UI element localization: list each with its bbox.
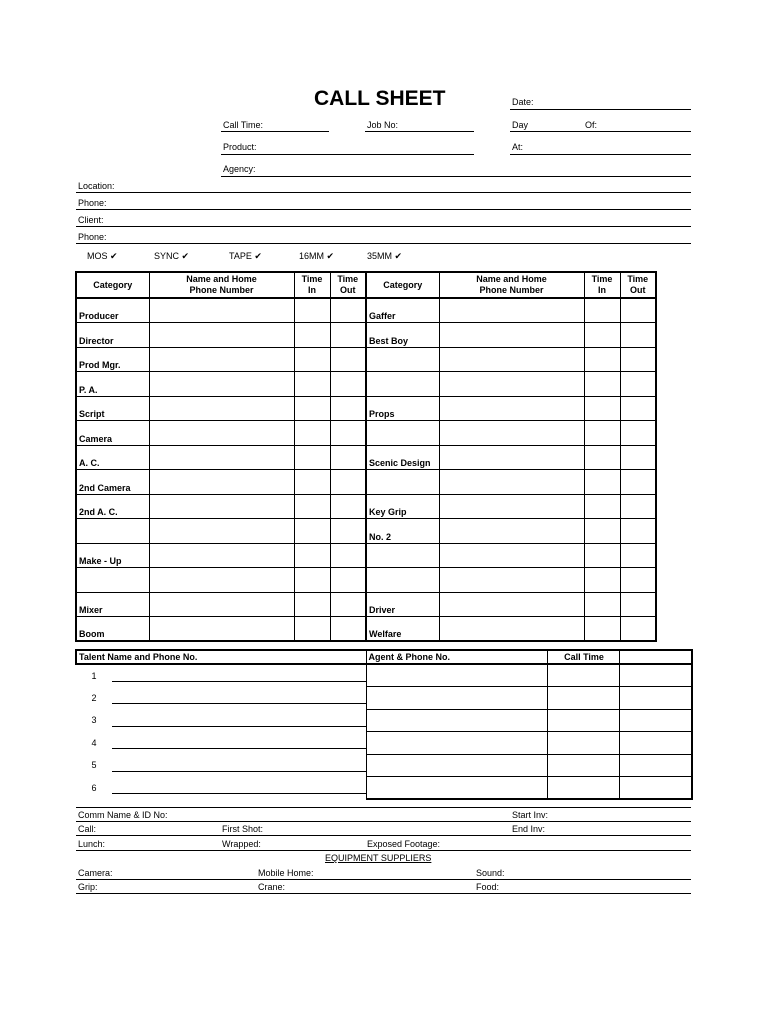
talent-name-field[interactable] bbox=[112, 709, 366, 732]
crew-name-phone-cell[interactable] bbox=[149, 421, 294, 446]
talent-agent-field[interactable] bbox=[366, 754, 547, 777]
crew-name-phone-cell[interactable] bbox=[439, 568, 584, 593]
page-title: CALL SHEET bbox=[314, 87, 446, 110]
format-mos-label: MOS bbox=[87, 251, 108, 261]
crew-time-in-cell[interactable] bbox=[294, 347, 330, 372]
crew-time-in-cell[interactable] bbox=[294, 396, 330, 421]
crew-time-in-cell[interactable] bbox=[294, 421, 330, 446]
talent-agent-field[interactable] bbox=[366, 777, 547, 800]
crew-time-out-cell[interactable] bbox=[330, 592, 366, 617]
talent-name-underline bbox=[112, 748, 366, 749]
at-label: At: bbox=[512, 142, 524, 152]
crew-category-right bbox=[366, 568, 439, 593]
talent-name-field[interactable] bbox=[112, 754, 366, 777]
location-label: Location: bbox=[78, 181, 115, 191]
category-header: Category bbox=[366, 272, 439, 298]
talent-name-field[interactable] bbox=[112, 732, 366, 755]
client-label: Client: bbox=[78, 215, 104, 225]
crew-time-in-cell[interactable] bbox=[294, 568, 330, 593]
talent-call-time-field[interactable] bbox=[547, 664, 619, 687]
crew-time-out-cell[interactable] bbox=[330, 396, 366, 421]
talent-extra-field[interactable] bbox=[619, 687, 692, 710]
crew-name-phone-cell[interactable] bbox=[149, 494, 294, 519]
crew-time-out-cell[interactable] bbox=[330, 445, 366, 470]
crew-time-out-cell[interactable] bbox=[330, 347, 366, 372]
crew-time-out-cell[interactable] bbox=[330, 543, 366, 568]
crew-time-in-cell[interactable] bbox=[584, 494, 620, 519]
agency-field[interactable] bbox=[221, 176, 691, 177]
crew-time-in-cell[interactable] bbox=[584, 470, 620, 495]
crew-category-right: Props bbox=[366, 396, 439, 421]
crew-time-in-cell[interactable] bbox=[584, 298, 620, 323]
crew-name-phone-cell[interactable] bbox=[149, 445, 294, 470]
crew-name-phone-cell[interactable] bbox=[439, 421, 584, 446]
crew-table-row bbox=[76, 298, 656, 323]
talent-agent-field[interactable] bbox=[366, 732, 547, 755]
crew-name-phone-cell[interactable] bbox=[439, 494, 584, 519]
talent-row-number: 2 bbox=[91, 692, 97, 703]
talent-call-time-field[interactable] bbox=[547, 732, 619, 755]
category-header: Category bbox=[76, 272, 149, 298]
checkbox-mark-icon: ✔ bbox=[254, 251, 262, 261]
wrapped-label: Wrapped: bbox=[222, 839, 261, 849]
crew-time-in-cell[interactable] bbox=[584, 445, 620, 470]
talent-extra-field[interactable] bbox=[619, 754, 692, 777]
crew-time-in-cell[interactable] bbox=[584, 323, 620, 348]
checkbox-mark-icon: ✔ bbox=[110, 251, 118, 261]
call-label: Call: bbox=[78, 824, 97, 834]
crew-category-right bbox=[366, 372, 439, 397]
format-35mm-label: 35MM bbox=[367, 251, 393, 261]
crew-time-out-cell[interactable] bbox=[620, 421, 656, 446]
crew-table-row bbox=[76, 568, 656, 593]
day-label: Day bbox=[512, 120, 529, 130]
crew-time-out-cell[interactable] bbox=[620, 519, 656, 544]
crew-time-out-cell[interactable] bbox=[620, 494, 656, 519]
crew-time-in-cell[interactable] bbox=[584, 568, 620, 593]
talent-name-header: Talent Name and Phone No. bbox=[76, 650, 366, 664]
crew-name-phone-cell[interactable] bbox=[149, 519, 294, 544]
crew-time-out-cell[interactable] bbox=[620, 445, 656, 470]
grip-supplier-field[interactable] bbox=[76, 893, 691, 894]
call-field[interactable] bbox=[76, 835, 691, 836]
talent-call-time-field[interactable] bbox=[547, 777, 619, 800]
at-field[interactable] bbox=[510, 154, 691, 155]
call-time-header-blank bbox=[619, 650, 692, 664]
time-out-header: Time Out bbox=[330, 272, 366, 298]
crew-category-left bbox=[76, 519, 149, 544]
crew-time-in-cell[interactable] bbox=[294, 494, 330, 519]
crew-time-in-cell[interactable] bbox=[584, 421, 620, 446]
crew-time-in-cell[interactable] bbox=[584, 543, 620, 568]
call-time-field[interactable] bbox=[221, 131, 329, 132]
crew-table-row bbox=[76, 592, 656, 617]
crew-category-right: Best Boy bbox=[366, 323, 439, 348]
crew-name-phone-cell[interactable] bbox=[439, 445, 584, 470]
crew-time-in-cell[interactable] bbox=[294, 617, 330, 642]
sound-label: Sound: bbox=[476, 868, 505, 878]
format-tape[interactable] bbox=[229, 251, 262, 262]
talent-extra-field[interactable] bbox=[619, 777, 692, 800]
crew-category-left: 2nd Camera bbox=[76, 470, 149, 495]
crew-time-in-cell[interactable] bbox=[294, 470, 330, 495]
crew-name-phone-cell[interactable] bbox=[149, 470, 294, 495]
crew-name-phone-cell[interactable] bbox=[439, 323, 584, 348]
crew-time-out-cell[interactable] bbox=[330, 568, 366, 593]
crew-time-in-cell[interactable] bbox=[584, 347, 620, 372]
talent-row bbox=[76, 754, 692, 777]
talent-row bbox=[76, 687, 692, 710]
crew-time-out-cell[interactable] bbox=[330, 298, 366, 323]
talent-agent-field[interactable] bbox=[366, 687, 547, 710]
crew-category-right: Welfare bbox=[366, 617, 439, 642]
crew-time-in-cell[interactable] bbox=[294, 519, 330, 544]
time-in-header: Time In bbox=[584, 272, 620, 298]
format-sync[interactable] bbox=[154, 251, 189, 262]
crew-category-left: Producer bbox=[76, 298, 149, 323]
talent-row bbox=[76, 664, 692, 687]
talent-row bbox=[76, 709, 692, 732]
call-time-label: Call Time: bbox=[223, 120, 264, 130]
crew-category-left: Director bbox=[76, 323, 149, 348]
crew-category-left: A. C. bbox=[76, 445, 149, 470]
crew-time-out-cell[interactable] bbox=[620, 323, 656, 348]
location-phone-label: Phone: bbox=[78, 198, 107, 208]
crew-name-phone-cell[interactable] bbox=[439, 372, 584, 397]
comm-label: Comm Name & ID No: bbox=[78, 810, 168, 820]
crew-time-out-cell[interactable] bbox=[620, 568, 656, 593]
footer-top-rule bbox=[76, 807, 691, 808]
location-phone-field[interactable] bbox=[76, 209, 691, 210]
crew-time-out-cell[interactable] bbox=[620, 396, 656, 421]
crew-time-out-cell[interactable] bbox=[620, 372, 656, 397]
client-field[interactable] bbox=[76, 226, 691, 227]
checkbox-mark-icon: ✔ bbox=[326, 251, 335, 261]
talent-row-number: 1 bbox=[91, 670, 97, 681]
crew-table-row bbox=[76, 470, 656, 495]
date-field[interactable] bbox=[510, 109, 691, 110]
crew-category-left: Boom bbox=[76, 617, 149, 642]
format-35mm[interactable] bbox=[367, 251, 402, 262]
grip-label: Grip: bbox=[78, 882, 98, 892]
talent-row-number: 4 bbox=[91, 737, 97, 748]
crew-category-left: Mixer bbox=[76, 592, 149, 617]
crew-table-row bbox=[76, 519, 656, 544]
crew-table-row bbox=[76, 543, 656, 568]
date-label: Date: bbox=[512, 97, 534, 107]
crane-label: Crane: bbox=[258, 882, 286, 892]
crew-time-out-cell[interactable] bbox=[330, 421, 366, 446]
talent-name-underline bbox=[112, 771, 366, 772]
crew-category-left: 2nd A. C. bbox=[76, 494, 149, 519]
crew-name-phone-cell[interactable] bbox=[149, 592, 294, 617]
crew-time-out-cell[interactable] bbox=[330, 519, 366, 544]
talent-row-number: 3 bbox=[91, 715, 97, 726]
crew-name-phone-cell[interactable] bbox=[149, 298, 294, 323]
crew-table-row bbox=[76, 494, 656, 519]
crew-name-phone-cell[interactable] bbox=[439, 617, 584, 642]
crew-time-out-cell[interactable] bbox=[620, 592, 656, 617]
crew-table-row bbox=[76, 396, 656, 421]
location-field[interactable] bbox=[76, 192, 691, 193]
talent-name-underline bbox=[112, 681, 366, 682]
crew-name-phone-cell[interactable] bbox=[439, 543, 584, 568]
crew-time-in-cell[interactable] bbox=[584, 617, 620, 642]
crew-time-in-cell[interactable] bbox=[584, 592, 620, 617]
lunch-field[interactable] bbox=[76, 850, 691, 851]
crew-name-phone-cell[interactable] bbox=[439, 298, 584, 323]
crew-table-row bbox=[76, 372, 656, 397]
day-field[interactable] bbox=[510, 131, 691, 132]
talent-name-field[interactable] bbox=[112, 687, 366, 710]
format-16mm[interactable] bbox=[299, 251, 334, 262]
crew-table-row bbox=[76, 617, 656, 642]
crew-name-phone-cell[interactable] bbox=[149, 617, 294, 642]
crew-category-right: Key Grip bbox=[366, 494, 439, 519]
crew-time-in-cell[interactable] bbox=[584, 372, 620, 397]
talent-name-underline bbox=[112, 703, 366, 704]
exposed-footage-label: Exposed Footage: bbox=[367, 839, 441, 849]
camera-label: Camera: bbox=[78, 868, 113, 878]
crew-table-row bbox=[76, 347, 656, 372]
crew-time-out-cell[interactable] bbox=[330, 372, 366, 397]
talent-call-time-field[interactable] bbox=[547, 709, 619, 732]
end-inv-label: End Inv: bbox=[512, 824, 546, 834]
talent-name-underline bbox=[112, 793, 366, 794]
crew-time-in-cell[interactable] bbox=[294, 323, 330, 348]
crew-name-phone-cell[interactable] bbox=[149, 543, 294, 568]
crew-time-out-cell[interactable] bbox=[620, 347, 656, 372]
crew-table-row bbox=[76, 323, 656, 348]
agency-label: Agency: bbox=[223, 164, 256, 174]
crew-time-out-cell[interactable] bbox=[620, 298, 656, 323]
crew-name-phone-cell[interactable] bbox=[149, 323, 294, 348]
format-tape-label: TAPE bbox=[229, 251, 252, 261]
crew-name-phone-cell[interactable] bbox=[439, 592, 584, 617]
crew-name-phone-cell[interactable] bbox=[439, 396, 584, 421]
crew-category-left: Camera bbox=[76, 421, 149, 446]
crew-category-left: Script bbox=[76, 396, 149, 421]
talent-call-time-field[interactable] bbox=[547, 754, 619, 777]
crew-time-in-cell[interactable] bbox=[294, 445, 330, 470]
client-phone-field[interactable] bbox=[76, 243, 691, 244]
mobile-home-label: Mobile Home: bbox=[258, 868, 314, 878]
name-phone-header: Name and Home Phone Number bbox=[149, 272, 294, 298]
lunch-label: Lunch: bbox=[78, 839, 106, 849]
talent-name-underline bbox=[112, 726, 366, 727]
talent-call-time-field[interactable] bbox=[547, 687, 619, 710]
crew-category-left: P. A. bbox=[76, 372, 149, 397]
talent-table bbox=[75, 649, 693, 800]
crew-table-row bbox=[76, 421, 656, 446]
crew-category-right: Gaffer bbox=[366, 298, 439, 323]
crew-category-left: Make - Up bbox=[76, 543, 149, 568]
crew-name-phone-cell[interactable] bbox=[439, 519, 584, 544]
talent-extra-field[interactable] bbox=[619, 732, 692, 755]
job-no-label: Job No: bbox=[367, 120, 399, 130]
talent-row bbox=[76, 732, 692, 755]
crew-time-out-cell[interactable] bbox=[620, 470, 656, 495]
talent-agent-field[interactable] bbox=[366, 664, 547, 687]
checkbox-mark-icon: ✔ bbox=[181, 251, 190, 261]
crew-time-out-cell[interactable] bbox=[330, 494, 366, 519]
talent-row-number: 6 bbox=[91, 782, 97, 793]
talent-extra-field[interactable] bbox=[619, 664, 692, 687]
crew-time-in-cell[interactable] bbox=[294, 592, 330, 617]
crew-name-phone-cell[interactable] bbox=[149, 568, 294, 593]
crew-time-in-cell[interactable] bbox=[294, 298, 330, 323]
crew-table-header bbox=[76, 272, 656, 298]
crew-time-in-cell[interactable] bbox=[294, 372, 330, 397]
talent-row-number: 5 bbox=[91, 760, 97, 771]
crew-category-right: Driver bbox=[366, 592, 439, 617]
crew-category-left: Prod Mgr. bbox=[76, 347, 149, 372]
crew-time-out-cell[interactable] bbox=[330, 323, 366, 348]
time-out-header: Time Out bbox=[620, 272, 656, 298]
name-phone-header: Name and Home Phone Number bbox=[439, 272, 584, 298]
agent-phone-header: Agent & Phone No. bbox=[366, 650, 547, 664]
equipment-suppliers-heading: EQUIPMENT SUPPLIERS bbox=[325, 853, 432, 863]
crew-table-row bbox=[76, 445, 656, 470]
crew-time-out-cell[interactable] bbox=[330, 470, 366, 495]
talent-row bbox=[76, 777, 692, 800]
crew-time-in-cell[interactable] bbox=[294, 543, 330, 568]
talent-table-header bbox=[76, 650, 692, 664]
crew-category-right bbox=[366, 347, 439, 372]
crew-name-phone-cell[interactable] bbox=[149, 396, 294, 421]
client-phone-label: Phone: bbox=[78, 232, 107, 242]
time-in-header: Time In bbox=[294, 272, 330, 298]
crew-time-out-cell[interactable] bbox=[620, 543, 656, 568]
talent-agent-field[interactable] bbox=[366, 709, 547, 732]
start-inv-label: Start Inv: bbox=[512, 810, 549, 820]
format-sync-label: SYNC bbox=[154, 251, 180, 261]
crew-time-out-cell[interactable] bbox=[330, 617, 366, 642]
checkbox-mark-icon: ✔ bbox=[394, 251, 403, 261]
crew-time-in-cell[interactable] bbox=[584, 396, 620, 421]
food-label: Food: bbox=[476, 882, 500, 892]
crew-category-right: No. 2 bbox=[366, 519, 439, 544]
talent-name-field[interactable] bbox=[112, 664, 366, 687]
camera-supplier-field[interactable] bbox=[76, 879, 691, 880]
job-no-field[interactable] bbox=[365, 131, 474, 132]
crew-category-right: Scenic Design bbox=[366, 445, 439, 470]
crew-name-phone-cell[interactable] bbox=[149, 372, 294, 397]
talent-name-field[interactable] bbox=[112, 777, 366, 800]
crew-time-out-cell[interactable] bbox=[620, 617, 656, 642]
crew-category-left bbox=[76, 568, 149, 593]
crew-category-right bbox=[366, 543, 439, 568]
crew-name-phone-cell[interactable] bbox=[439, 347, 584, 372]
product-field[interactable] bbox=[221, 154, 474, 155]
call-time-header: Call Time bbox=[547, 650, 619, 664]
product-label: Product: bbox=[223, 142, 257, 152]
crew-time-in-cell[interactable] bbox=[584, 519, 620, 544]
crew-table bbox=[75, 271, 657, 642]
crew-name-phone-cell[interactable] bbox=[149, 347, 294, 372]
crew-name-phone-cell[interactable] bbox=[439, 470, 584, 495]
format-16mm-label: 16MM bbox=[299, 251, 325, 261]
comm-field[interactable] bbox=[76, 821, 691, 822]
format-mos[interactable] bbox=[87, 251, 118, 262]
first-shot-label: First Shot: bbox=[222, 824, 264, 834]
crew-category-right bbox=[366, 470, 439, 495]
crew-category-right bbox=[366, 421, 439, 446]
talent-extra-field[interactable] bbox=[619, 709, 692, 732]
of-label: Of: bbox=[585, 120, 598, 130]
